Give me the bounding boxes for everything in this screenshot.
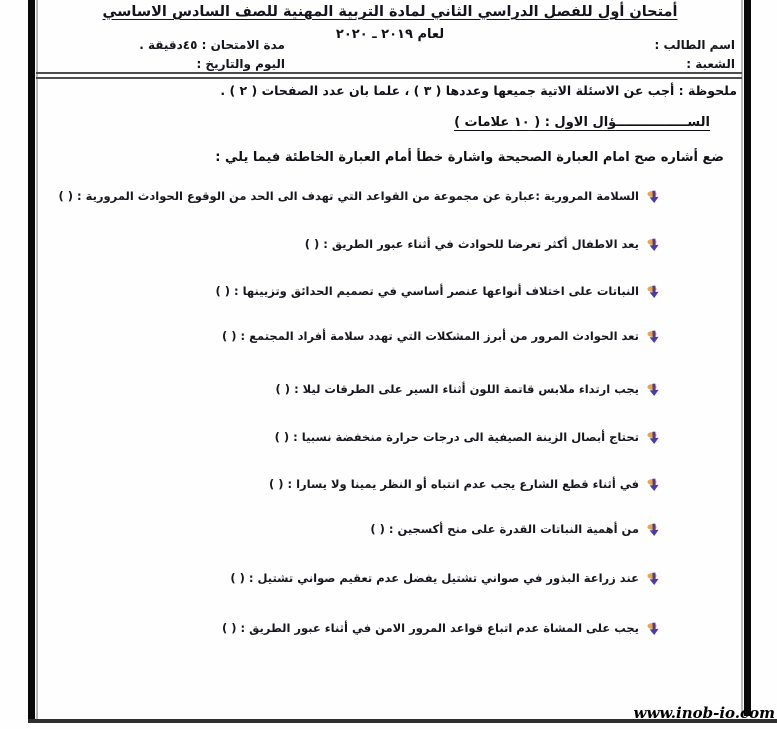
arrow-bullet-icon <box>647 284 660 298</box>
statement-text: يعد الاطفال أكثر تعرضا للحوادث في أثناء عبور الطريق : ( ) <box>304 237 639 251</box>
statement-text: تحتاج أبصال الزينة الصيفية الى درجات حرارة منخفضة نسبيا : ( ) <box>274 430 639 444</box>
content-top-border-line <box>36 77 742 79</box>
true-false-item-7 <box>269 477 660 491</box>
arrow-bullet-icon <box>647 477 660 491</box>
statement-text: يجب على المشاة عدم اتباع قواعد المرور الامن في أثناء عبور الطريق : ( ) <box>221 621 639 635</box>
section-label: الشعبة : <box>686 57 735 71</box>
student-name-label: اسم الطالب : <box>654 38 735 52</box>
page-left-border <box>28 0 35 723</box>
true-false-item-4 <box>222 329 660 343</box>
question-1-instruction: ضع أشاره صح امام العبارة الصحيحة واشارة خطأ أمام العبارة الخاطئة فيما يلي : <box>215 150 724 165</box>
arrow-bullet-icon <box>647 237 660 251</box>
true-false-item-10 <box>222 621 660 635</box>
arrow-bullet-icon <box>647 329 660 343</box>
question-1-title: الســــــــــــــــؤال الاول : ( ١٠ علامات ) <box>454 115 710 130</box>
statement-text: السلامة المرورية :عبارة عن مجموعة من القواعد التي تهدف الى الحد من الوقوع الحوادث المرورية : ( ) <box>58 189 639 203</box>
exam-year-line: لعام ٢٠١٩ ـ ٢٠٢٠ <box>335 27 445 42</box>
day-date-label: اليوم والتاريخ : <box>196 57 285 71</box>
true-false-item-2 <box>305 237 660 251</box>
arrow-bullet-icon <box>647 189 660 203</box>
header-divider-line <box>36 72 742 74</box>
arrow-bullet-icon <box>647 621 660 635</box>
true-false-item-1 <box>58 189 660 203</box>
watermark-url: www.inob-io.com <box>633 704 775 722</box>
arrow-bullet-icon <box>647 522 660 536</box>
true-false-item-5 <box>276 382 660 396</box>
statement-text: النباتات على اختلاف أنواعها عنصر أساسي في تصميم الحدائق وتزيينها : ( ) <box>215 284 639 298</box>
statement-text: يجب ارتداء ملابس قاتمة اللون أثناء السير على الطرقات ليلا : ( ) <box>275 382 639 396</box>
true-false-item-3 <box>215 284 660 298</box>
statement-text: تعد الحوادث المرور من أبرز المشكلات التي تهدد سلامة أفراد المجتمع : ( ) <box>222 329 639 343</box>
statement-text: في أثناء قطع الشارع يجب عدم انتباه أو النظر يمينا ولا يسارا : ( ) <box>268 477 639 491</box>
page-right-border-shadow <box>741 0 743 716</box>
page-left-border-shadow <box>36 0 38 723</box>
statement-text: عند زراعة البذور في صواني تشتيل يفضل عدم تعقيم صواني تشتيل : ( ) <box>230 571 639 585</box>
true-false-item-9 <box>230 571 660 585</box>
page-right-border <box>744 0 751 716</box>
exam-duration-label: مدة الامتحان : ٤٥دقيقة . <box>139 38 285 52</box>
exam-title: أمتحان أول للفصل الدراسي الثاني لمادة التربية المهنية للصف السادس الاساسي <box>102 4 678 20</box>
arrow-bullet-icon <box>647 571 660 585</box>
arrow-bullet-icon <box>647 430 660 444</box>
exam-note: ملحوظة : أجب عن الاسئلة الاتية جميعها وعددها ( ٣ ) ، علما بان عدد الصفحات ( ٢ ) . <box>220 83 737 98</box>
statement-text: من أهمية النباتات القدرة على منح أكسجين : ( ) <box>370 522 639 536</box>
true-false-item-8 <box>370 522 660 536</box>
arrow-bullet-icon <box>647 382 660 396</box>
true-false-item-6 <box>275 430 660 444</box>
